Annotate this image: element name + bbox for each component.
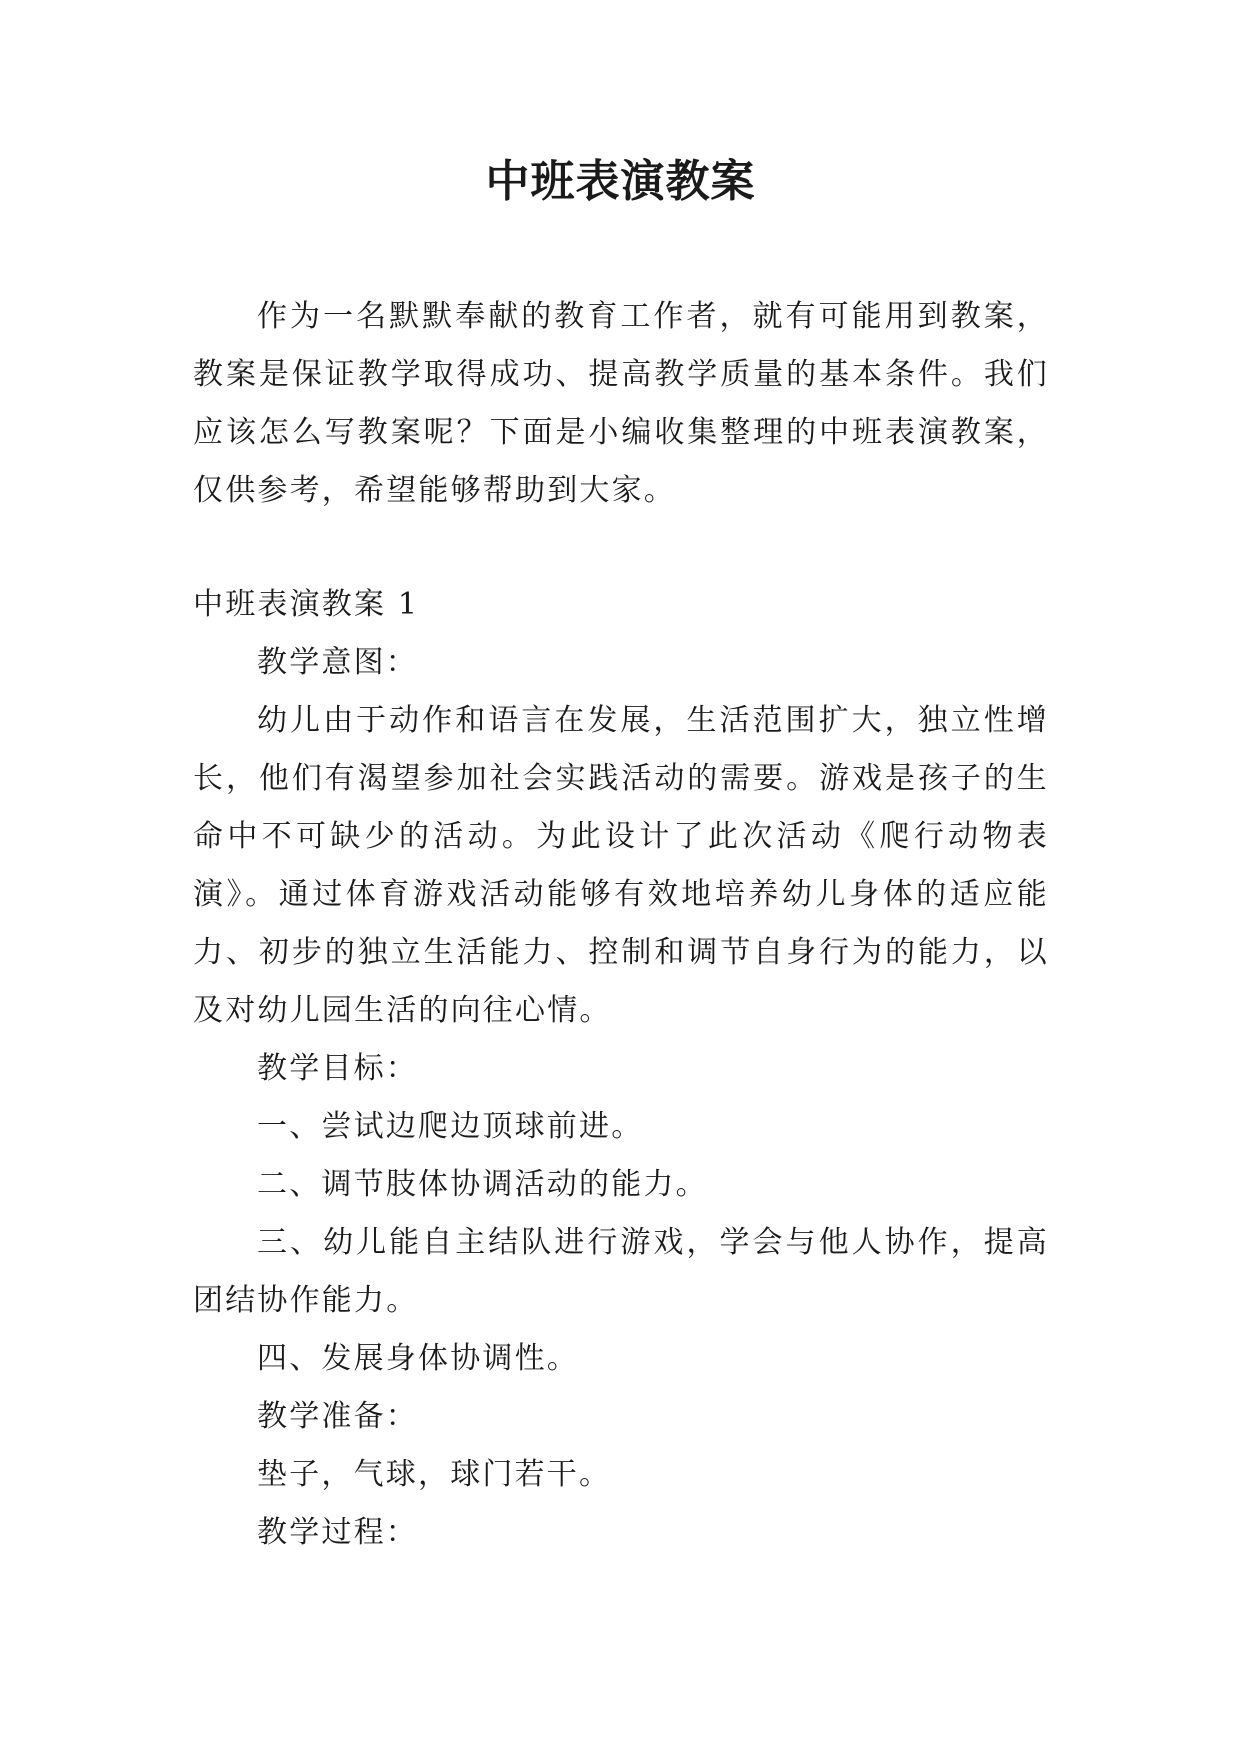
section-heading: 中班表演教案 1 bbox=[193, 587, 420, 622]
label-teaching-goals: 教学目标： bbox=[257, 1051, 418, 1086]
label-teaching-intent: 教学意图： bbox=[257, 645, 418, 680]
label-teaching-preparation: 教学准备： bbox=[257, 1399, 418, 1434]
paragraph-teaching-intent: 幼儿由于动作和语言在发展，生活范围扩大，独立性增长，他们有渴望参加社会实践活动的需要。游戏是孩子的生命中不可缺少的活动。为此设计了此次活动《爬行动物表演》。通过体育游戏活动能够有效地培养幼儿身体的适应能力、初步的独立生活能力、控制和调节自身行为的能力，以及对幼儿园生活的向往心情。 bbox=[193, 703, 1049, 1028]
lesson-section-1 bbox=[193, 576, 1049, 1562]
goal-item-4: 四、发展身体协调性。 bbox=[257, 1341, 579, 1376]
label-teaching-process: 教学过程： bbox=[257, 1515, 418, 1550]
goal-item-2: 二、调节肢体协调活动的能力。 bbox=[257, 1167, 708, 1202]
goal-item-3: 三、幼儿能自主结队进行游戏，学会与他人协作，提高团结协作能力。 bbox=[193, 1225, 1049, 1318]
intro-paragraph bbox=[193, 288, 1049, 520]
document-title: 中班表演教案 bbox=[485, 156, 756, 207]
preparation-materials: 垫子，气球，球门若干。 bbox=[257, 1457, 612, 1492]
goal-item-1: 一、尝试边爬边顶球前进。 bbox=[257, 1109, 644, 1144]
intro-text: 作为一名默默奉献的教育工作者，就有可能用到教案，教案是保证教学取得成功、提高教学质量的基本条件。我们应该怎么写教案呢？下面是小编收集整理的中班表演教案，仅供参考，希望能够帮助到大家。 bbox=[193, 299, 1049, 508]
